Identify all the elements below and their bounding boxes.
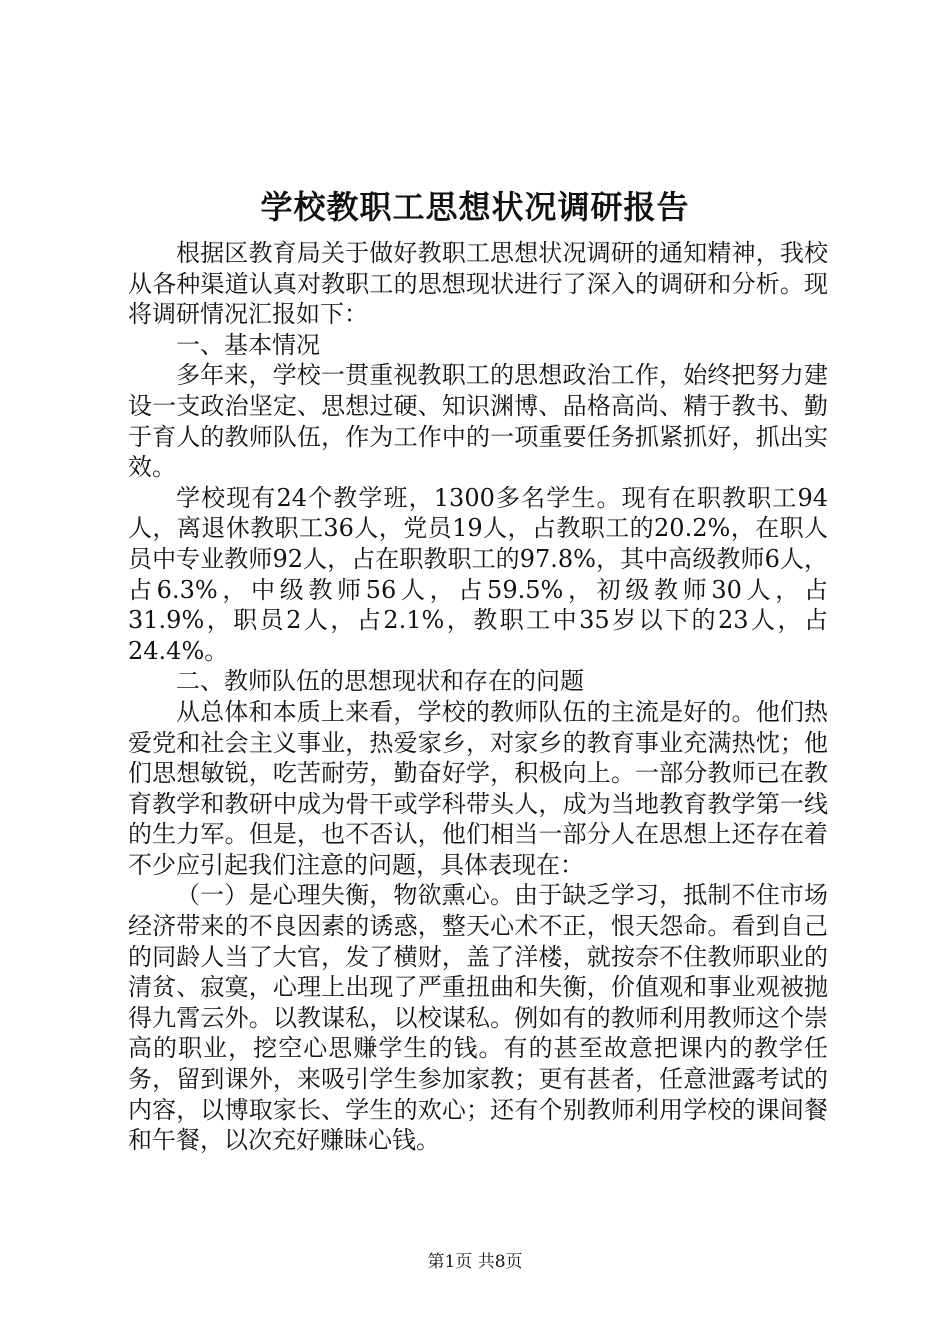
paragraph-issue-one: （一）是心理失衡，物欲熏心。由于缺乏学习，抵制不住市场经济带来的不良因素的诱惑，整天心术不正，恨天怨命。看到自己的同龄人当了大官，发了横财，盖了洋楼，就按奈不住教师职业的清贫、寂寞，心理上出现了严重扭曲和失衡，价值观和事业观被抛得九霄云外。以教谋私，以校谋私。例如有的教师利用教师这个崇高的职业，挖空心思赚学生的钱。有的甚至故意把课内的教学任务，留到课外，来吸引学生参加家教；更有甚者，任意泄露考试的内容，以博取家长、学生的欢心；还有个别教师利用学校的课间餐和午餐，以次充好赚昧心钱。: [128, 881, 828, 1155]
section-heading-problems: 二、教师队伍的思想现状和存在的问题: [176, 667, 584, 696]
paragraph-statistics: 学校现有24个教学班，1300多名学生。现有在职教职工94人，离退休教职工36人，党员19人，占教职工的20.2%，在职人员中专业教师92人，占在职教职工的97.8%，其中高级教师6人，占6.3%，中级教师56人，占59.5%，初级教师30人，占31.9%，职员2人，占2.1%，教职工中35岁以下的23人，占24.4%。: [128, 483, 828, 665]
section-heading-basic: 一、基本情况: [176, 330, 320, 359]
page-number-footer: 第1页 共8页: [427, 1252, 523, 1272]
document-title: 学校教职工思想状况调研报告: [260, 188, 690, 226]
paragraph-general-assessment: 从总体和本质上来看，学校的教师队伍的主流是好的。他们热爱党和社会主义事业，热爱家乡，对家乡的教育事业充满热忱；他们思想敏锐，吃苦耐劳，勤奋好学，积极向上。一部分教师已在教育教学和教研中成为骨干或学科带头人，成为当地教育教学第一线的生力军。但是，也不否认，他们相当一部分人在思想上还存在着不少应引起我们注意的问题，具体表现在：: [128, 697, 828, 879]
document-body: [128, 238, 828, 1156]
paragraph-overview: 多年来，学校一贯重视教职工的思想政治工作，始终把努力建设一支政治坚定、思想过硬、知识渊博、品格高尚、精于教书、勤于育人的教师队伍，作为工作中的一项重要任务抓紧抓好，抓出实效。: [128, 361, 828, 482]
paragraph-intro: 根据区教育局关于做好教职工思想状况调研的通知精神，我校从各种渠道认真对教职工的思想现状进行了深入的调研和分析。现将调研情况汇报如下：: [128, 239, 828, 329]
